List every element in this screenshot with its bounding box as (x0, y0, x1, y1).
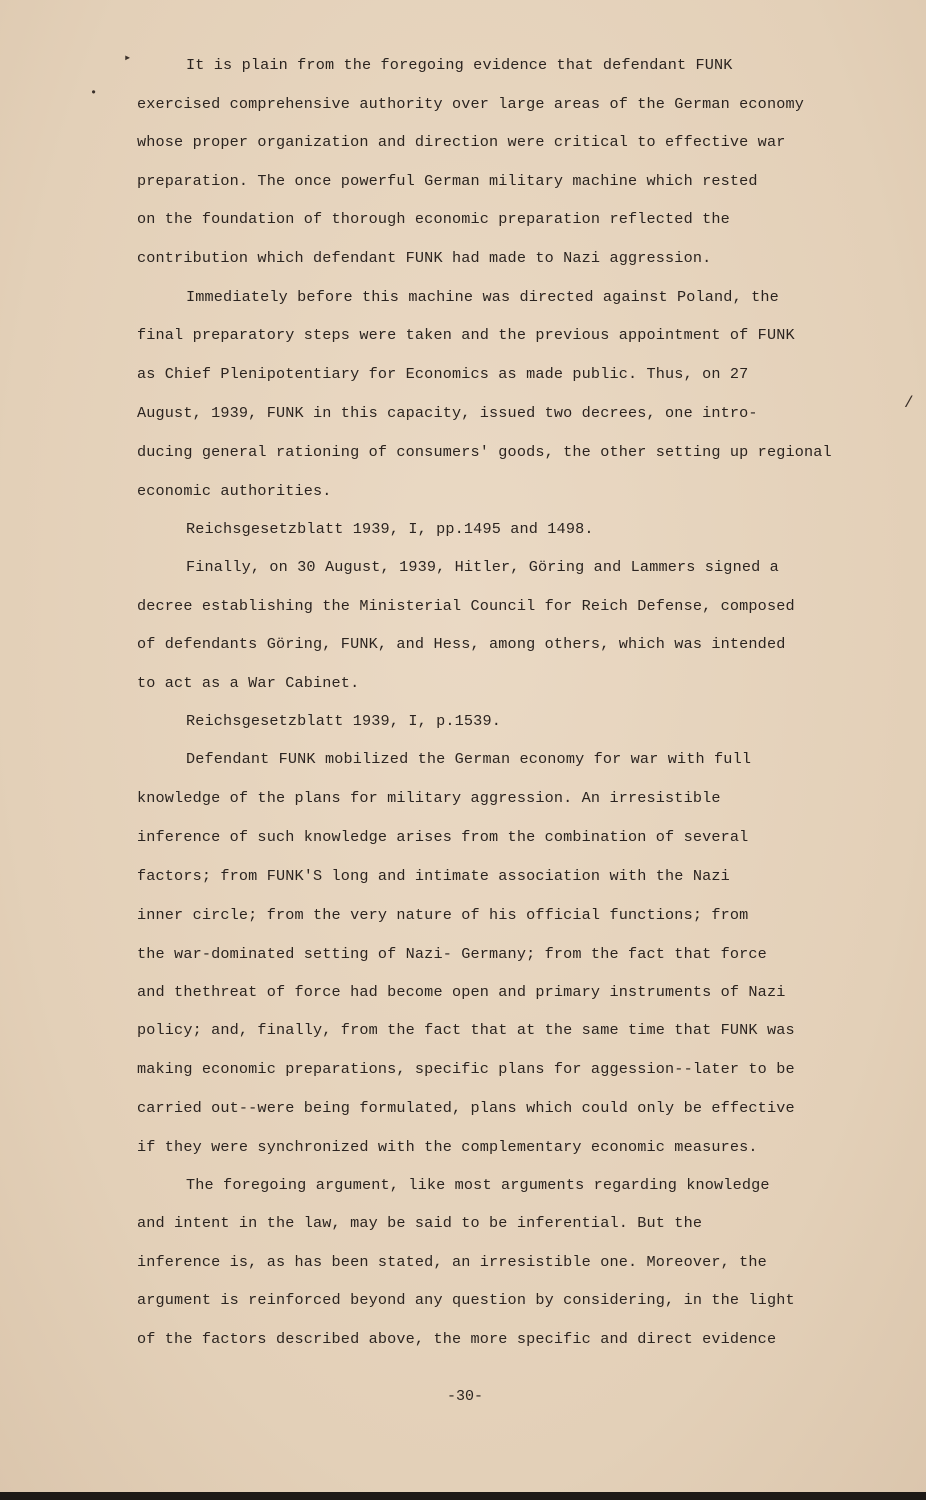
citation-reichsgesetzblatt-1495: Reichsgesetzblatt 1939, I, pp.1495 and 1498. (186, 520, 594, 538)
page-number: -30- (447, 1388, 484, 1405)
paragraph-4-line-4: factors; from FUNK'S long and intimate association with the Nazi (137, 867, 730, 885)
paragraph-3-line-3: of defendants Göring, FUNK, and Hess, among others, which was intended (137, 635, 786, 653)
margin-mark-slash: / (904, 394, 914, 412)
margin-mark-dot: • (90, 86, 98, 100)
paragraph-2-line-6: economic authorities. (137, 482, 332, 500)
citation-reichsgesetzblatt-1539: Reichsgesetzblatt 1939, I, p.1539. (186, 712, 501, 730)
paragraph-2-line-5: ducing general rationing of consumers' goods, the other setting up regional (137, 443, 832, 461)
paragraph-5-line-5: of the factors described above, the more specific and direct evidence (137, 1330, 777, 1348)
paragraph-5-line-2: and intent in the law, may be said to be inferential. But the (137, 1214, 703, 1232)
paragraph-4-line-6: the war-dominated setting of Nazi- Germany; from the fact that force (137, 945, 767, 963)
paragraph-2-line-4: August, 1939, FUNK in this capacity, issued two decrees, one intro- (137, 404, 758, 422)
page-bottom-edge (0, 1492, 926, 1500)
paragraph-3-line-2: decree establishing the Ministerial Council for Reich Defense, composed (137, 597, 795, 615)
paragraph-4-line-9: making economic preparations, specific plans for aggession--later to be (137, 1060, 795, 1078)
paragraph-2-line-2: final preparatory steps were taken and the previous appointment of FUNK (137, 326, 795, 344)
paragraph-1-line-3: whose proper organization and direction were critical to effective war (137, 133, 786, 151)
paragraph-2-line-3: as Chief Plenipotentiary for Economics as made public. Thus, on 27 (137, 365, 749, 383)
paragraph-5-line-1: The foregoing argument, like most arguments regarding knowledge (186, 1176, 770, 1194)
paragraph-3-line-4: to act as a War Cabinet. (137, 674, 360, 692)
paragraph-3-line-1: Finally, on 30 August, 1939, Hitler, Göring and Lammers signed a (186, 558, 779, 576)
paragraph-4-line-5: inner circle; from the very nature of his official functions; from (137, 906, 749, 924)
margin-mark-bullet: ▸ (124, 51, 132, 65)
paragraph-1-line-5: on the foundation of thorough economic preparation reflected the (137, 210, 730, 228)
paragraph-1-line-1: It is plain from the foregoing evidence that defendant FUNK (186, 56, 733, 74)
paragraph-2-line-1: Immediately before this machine was directed against Poland, the (186, 288, 779, 306)
paragraph-5-line-4: argument is reinforced beyond any question by considering, in the light (137, 1291, 795, 1309)
paragraph-1-line-6: contribution which defendant FUNK had made to Nazi aggression. (137, 249, 712, 267)
paragraph-4-line-1: Defendant FUNK mobilized the German economy for war with full (186, 750, 752, 768)
paragraph-4-line-3: inference of such knowledge arises from the combination of several (137, 828, 749, 846)
paragraph-1-line-2: exercised comprehensive authority over large areas of the German economy (137, 95, 805, 113)
paragraph-4-line-10: carried out--were being formulated, plans which could only be effective (137, 1099, 795, 1117)
paragraph-4-line-2: knowledge of the plans for military aggression. An irresistible (137, 789, 721, 807)
paragraph-4-line-11: if they were synchronized with the complementary economic measures. (137, 1138, 758, 1156)
paragraph-4-line-7: and thethreat of force had become open and primary instruments of Nazi (137, 983, 786, 1001)
paragraph-5-line-3: inference is, as has been stated, an irresistible one. Moreover, the (137, 1253, 767, 1271)
paragraph-4-line-8: policy; and, finally, from the fact that at the same time that FUNK was (137, 1021, 795, 1039)
paragraph-1-line-4: preparation. The once powerful German military machine which rested (137, 172, 758, 190)
